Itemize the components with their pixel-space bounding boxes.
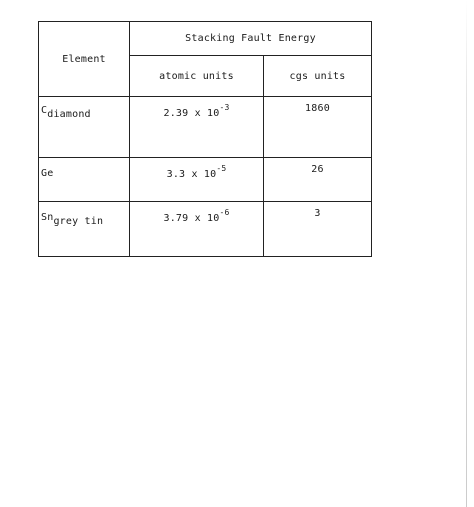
header-atomic-units: atomic units bbox=[130, 56, 264, 97]
atomic-value: 2.39 x 10 bbox=[163, 108, 220, 119]
atomic-units-cell bbox=[130, 202, 264, 257]
table-row bbox=[39, 158, 372, 202]
atomic-units-cell bbox=[130, 97, 264, 158]
element-cell bbox=[39, 158, 130, 202]
header-element: Element bbox=[39, 22, 130, 97]
element-subscript: grey tin bbox=[53, 216, 104, 227]
atomic-value: 3.3 x 10 bbox=[166, 169, 217, 180]
table-row bbox=[39, 97, 372, 158]
table-row bbox=[39, 202, 372, 257]
element-symbol: Ge bbox=[41, 168, 54, 179]
stacking-fault-energy-table bbox=[38, 21, 372, 257]
header-cgs-units: cgs units bbox=[264, 56, 372, 97]
cgs-units-cell: 1860 bbox=[264, 97, 372, 158]
atomic-exponent: -5 bbox=[216, 164, 227, 173]
element-subscript: diamond bbox=[47, 109, 91, 120]
atomic-units-cell bbox=[130, 158, 264, 202]
element-symbol: Sn bbox=[41, 212, 54, 223]
element-cell bbox=[39, 97, 130, 158]
page-edge-shadow bbox=[466, 0, 467, 507]
header-stacking-fault-energy: Stacking Fault Energy bbox=[130, 22, 372, 56]
atomic-exponent: -6 bbox=[219, 208, 230, 217]
cgs-units-cell: 26 bbox=[264, 158, 372, 202]
atomic-value: 3.79 x 10 bbox=[163, 213, 220, 224]
cgs-units-cell: 3 bbox=[264, 202, 372, 257]
element-cell bbox=[39, 202, 130, 257]
header-row-top bbox=[39, 22, 372, 56]
element-symbol: C bbox=[41, 105, 48, 116]
atomic-exponent: -3 bbox=[219, 103, 230, 112]
